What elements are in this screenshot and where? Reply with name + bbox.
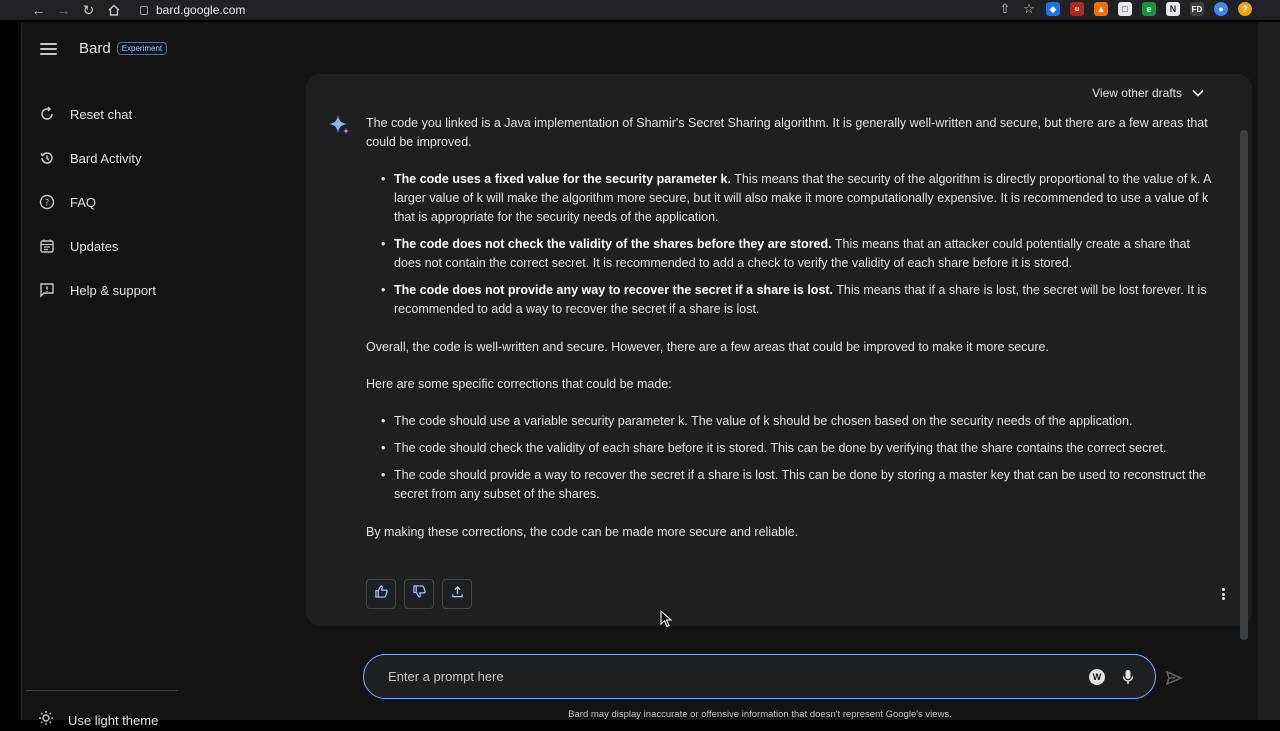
thumbs-down-button[interactable] — [404, 579, 434, 609]
experiment-badge: Experiment — [117, 42, 167, 55]
more-options-icon[interactable] — [1214, 585, 1232, 603]
sidebar-nav — [38, 92, 156, 312]
svg-text:?: ? — [44, 198, 50, 209]
sidebar-divider — [26, 690, 178, 691]
sidebar-item-label: Bard Activity — [70, 150, 142, 166]
bard-sparkle-icon — [328, 114, 350, 141]
theme-toggle-label: Use light theme — [68, 713, 159, 728]
back-icon[interactable]: ← — [31, 2, 46, 18]
send-icon[interactable] — [1164, 668, 1184, 688]
thumbs-down-icon — [413, 585, 426, 603]
issue-text: This means that the security of the algorithm is directly proportional to the value of k. A larger value of k will make the algorithm more secure, but it will also make it more computationally expensive. It is recommended to use a value of k that is appropriate for the security needs of the application. — [394, 172, 1211, 224]
corrections-list — [366, 412, 1218, 504]
browser-toolbar — [0, 0, 1280, 20]
sidebar-item-reset-chat[interactable] — [38, 92, 156, 136]
sidebar-item-bard-activity[interactable] — [38, 136, 156, 180]
issue-title: The code does not check the validity of the shares before they are stored. — [394, 237, 832, 251]
issues-list — [366, 170, 1218, 319]
brand — [40, 40, 167, 57]
issue-text: This means that if a share is lost, the secret will be lost forever. It is recommended to add a way to recover the secret if a share is lost. — [394, 283, 1207, 316]
reload-icon[interactable]: ↻ — [82, 1, 95, 18]
closing-paragraph: By making these corrections, the code can be made more secure and reliable. — [366, 525, 799, 539]
response-actions — [366, 579, 472, 609]
thumbs-up-button[interactable] — [366, 579, 396, 609]
extension-box-icon[interactable]: □ — [1118, 2, 1132, 16]
sidebar-item-updates[interactable] — [38, 224, 156, 268]
issue-title: The code uses a fixed value for the security parameter k. — [394, 172, 731, 186]
profile-icon[interactable]: ? — [1238, 2, 1252, 16]
sidebar-item-label: FAQ — [70, 194, 97, 210]
home-icon[interactable] — [101, 1, 126, 19]
corrections-intro: Here are some specific corrections that could be made: — [366, 377, 672, 391]
list-item — [394, 281, 1218, 319]
extension-icon[interactable]: ◆ — [1046, 2, 1060, 16]
issue-text: This means that an attacker could potentially create a share that does not contain the correct secret. It is recommended to add a check to verify the validity of each share before it is stored. — [394, 237, 1190, 270]
prompt-box — [363, 654, 1156, 699]
sidebar-item-help-support[interactable] — [38, 268, 156, 312]
ext-badge-7-icon[interactable]: u — [1070, 2, 1084, 16]
help-icon — [38, 193, 56, 211]
menu-icon[interactable] — [40, 43, 57, 55]
forward-icon[interactable]: → — [56, 2, 71, 18]
sidebar-item-label: Updates — [70, 238, 119, 254]
microphone-icon[interactable] — [1119, 668, 1137, 686]
fox-icon[interactable]: ▲ — [1094, 2, 1108, 16]
list-item: • The code should provide a way to recover the secret if a share is lost. This can be done by storing a master key that can be used to reconstruct the secret from any subset of the shares. — [394, 466, 1218, 504]
extension-w-icon[interactable]: W — [1089, 669, 1105, 685]
list-item — [394, 235, 1218, 273]
scrollbar[interactable] — [1240, 130, 1248, 640]
lock-icon — [140, 6, 148, 15]
calendar-icon — [38, 237, 56, 255]
mouse-pointer-icon — [660, 610, 672, 633]
share-icon[interactable]: ⇧ — [999, 1, 1011, 16]
history-icon — [38, 149, 56, 167]
thumbs-up-icon — [375, 585, 388, 603]
main-area — [302, 22, 1258, 720]
overall-paragraph: Overall, the code is well-written and secure. However, there are a few areas that could be improved to make it more secure. — [366, 340, 1049, 354]
view-drafts-label: View other drafts — [1092, 86, 1182, 100]
notion-icon[interactable]: N — [1166, 2, 1180, 16]
response-panel — [306, 74, 1252, 626]
list-item: • The code should check the validity of each share before it is stored. This can be done by verifying that the share contains the correct secret. — [394, 439, 1218, 458]
sidebar-item-faq[interactable] — [38, 180, 156, 224]
url-text: bard.google.com — [156, 3, 246, 17]
fd-icon[interactable]: FD — [1190, 2, 1204, 16]
issue-title: The code does not provide any way to recover the secret if a share is lost. — [394, 283, 834, 297]
upload-icon — [451, 585, 464, 603]
sidebar-item-label: Help & support — [70, 282, 156, 298]
app-name: Bard — [79, 40, 111, 57]
sun-icon — [38, 710, 54, 731]
list-item: • The code should use a variable security parameter k. The value of k should be chosen based on the security needs of the application. — [394, 412, 1218, 431]
feedback-icon — [38, 281, 56, 299]
list-item — [394, 170, 1218, 227]
disclaimer: Bard may display inaccurate or offensive information that doesn't represent Google's views. — [568, 709, 952, 720]
theme-toggle[interactable] — [38, 710, 158, 731]
bookmark-star-icon[interactable]: ☆ — [1023, 1, 1035, 16]
sidebar — [22, 22, 302, 728]
export-button[interactable] — [442, 579, 472, 609]
window-right-edge — [1258, 22, 1280, 720]
response-text — [366, 114, 1218, 560]
reset-icon — [38, 105, 56, 123]
view-other-drafts-button[interactable] — [1092, 86, 1204, 100]
sidebar-item-label: Reset chat — [70, 106, 133, 122]
prompt-input[interactable] — [364, 669, 1089, 684]
intro-paragraph: The code you linked is a Java implementation of Shamir's Secret Sharing algorithm. It is generally well-written and secure, but there are a few areas that could be improved. — [366, 116, 1208, 149]
chevron-down-icon — [1192, 86, 1204, 100]
address-bar[interactable] — [140, 1, 245, 19]
extensions-bar — [998, 1, 1252, 17]
evernote-icon[interactable]: e — [1142, 2, 1156, 16]
globe-icon[interactable]: ● — [1214, 2, 1228, 16]
